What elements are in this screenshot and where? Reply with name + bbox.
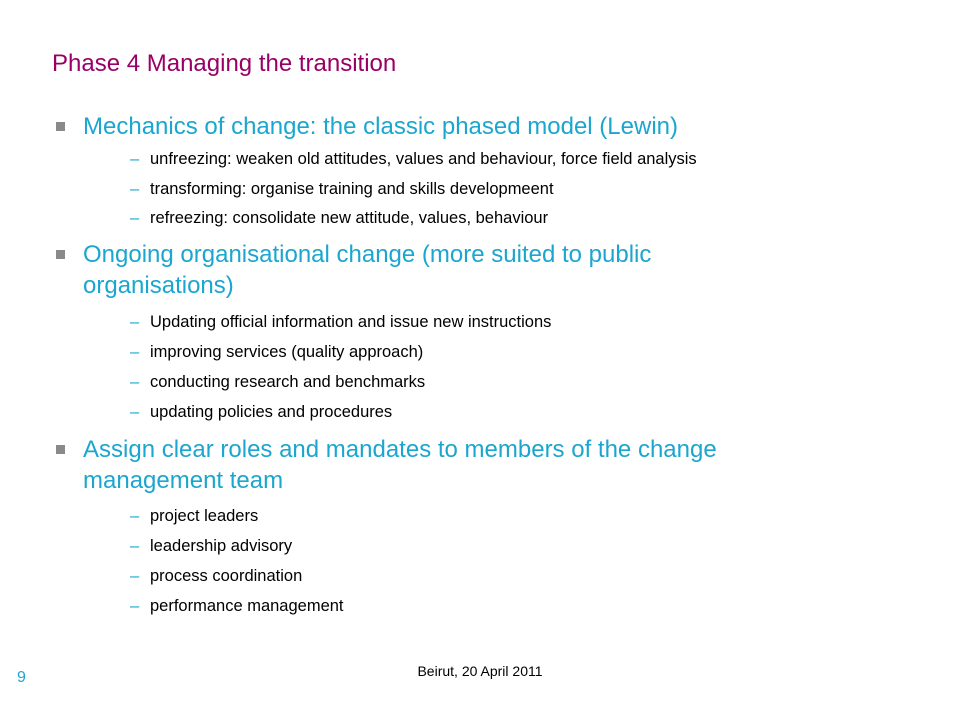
dash-icon: –	[130, 343, 140, 361]
subitem-text: conducting research and benchmarks	[150, 373, 426, 391]
subitem-text: project leaders	[150, 507, 259, 525]
dash-icon: –	[130, 373, 140, 391]
subitem-conducting-research	[130, 373, 425, 392]
subitem-text: refreezing: consolidate new attitude, values, behaviour	[150, 209, 549, 227]
bullet-text: Mechanics of change: the classic phased model (Lewin)	[83, 113, 678, 140]
dash-icon: –	[130, 597, 140, 615]
square-bullet-icon	[56, 122, 65, 131]
square-bullet-icon	[56, 250, 65, 259]
dash-icon: –	[130, 180, 140, 198]
subitem-refreezing	[130, 209, 548, 228]
dash-icon: –	[130, 313, 140, 331]
subitem-transforming	[130, 180, 554, 199]
subitem-text: Updating official information and issue new instructions	[150, 313, 552, 331]
footer-date: Beirut, 20 April 2011	[417, 663, 543, 679]
dash-icon: –	[130, 567, 140, 585]
dash-icon: –	[130, 537, 140, 555]
subitem-text: leadership advisory	[150, 537, 293, 555]
subitem-text: updating policies and procedures	[150, 403, 393, 421]
bullet-text: Assign clear roles and mandates to members of the change management team	[83, 436, 717, 494]
dash-icon: –	[130, 507, 140, 525]
subitem-text: unfreezing: weaken old attitudes, values and behaviour, force field analysis	[150, 150, 697, 168]
subitem-updating-official-information	[130, 313, 551, 332]
page-number: 9	[17, 669, 26, 686]
square-bullet-icon	[56, 445, 65, 454]
subitem-text: transforming: organise training and skills developmeent	[150, 180, 554, 198]
subitem-leadership-advisory	[130, 537, 292, 556]
subitem-text: process coordination	[150, 567, 303, 585]
dash-icon: –	[130, 209, 140, 227]
subitem-project-leaders	[130, 507, 258, 526]
subitem-text: improving services (quality approach)	[150, 343, 424, 361]
subitem-updating-policies	[130, 403, 392, 422]
bullet-text: Ongoing organisational change (more suited to public organisations)	[83, 241, 652, 299]
dash-icon: –	[130, 403, 140, 421]
dash-icon: –	[130, 150, 140, 168]
subitem-performance-management	[130, 597, 344, 616]
subitem-process-coordination	[130, 567, 302, 586]
subitem-text: performance management	[150, 597, 344, 615]
slide-title: Phase 4 Managing the transition	[52, 50, 397, 77]
subitem-improving-services	[130, 343, 423, 362]
subitem-unfreezing	[130, 150, 697, 169]
